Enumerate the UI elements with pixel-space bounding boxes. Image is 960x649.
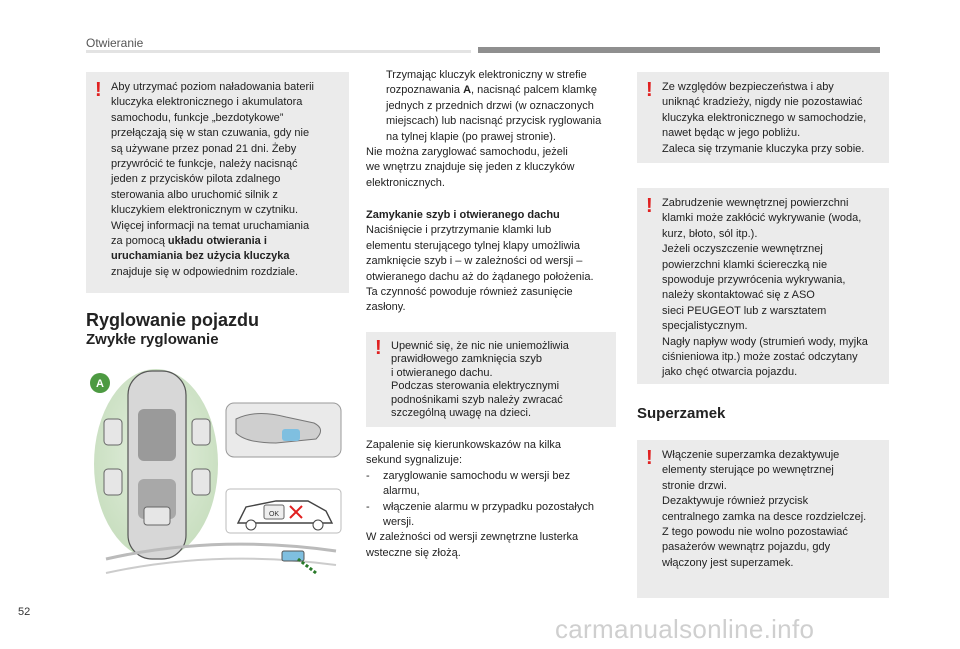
note-line: podnośnikami szyb należy zwracać bbox=[391, 393, 563, 406]
paragraph-line: Zapalenie się kierunkowskazów na kilka bbox=[366, 439, 562, 451]
header-bar bbox=[478, 47, 880, 53]
svg-text:A: A bbox=[96, 378, 104, 390]
paragraph-line: Ta czynność powoduje również zasunięcie bbox=[366, 286, 573, 299]
superlock-heading: Superzamek bbox=[637, 405, 726, 422]
note-line: pasażerów wewnątrz pojazdu, gdy bbox=[662, 541, 831, 554]
note-line: prawidłowego zamknięcia szyb bbox=[391, 353, 543, 366]
note-line: nawet będąc w jego pobliżu. bbox=[662, 127, 801, 140]
note-line: elementy sterujące po wewnętrznej bbox=[662, 464, 834, 477]
bullet-line: jednych z przednich drzwi (w oznaczonych bbox=[386, 99, 594, 112]
svg-text:OK: OK bbox=[268, 511, 280, 518]
arrow-icon bbox=[366, 68, 386, 145]
note-line: Nagły napływ wody (strumień wody, myjka bbox=[662, 335, 868, 348]
car-side-view bbox=[226, 489, 341, 533]
note-line: włączony jest superzamek. bbox=[662, 556, 794, 569]
superlock-note bbox=[637, 440, 889, 598]
note-line: jako chęć otwarcia pojazdu. bbox=[662, 366, 798, 379]
paragraph-line: W zależności od wersji zewnętrzne lusterka bbox=[366, 531, 579, 544]
lock-instruction bbox=[366, 68, 621, 191]
list-item-line: wersji. bbox=[383, 516, 415, 529]
note-line: centralnego zamka na desce rozdzielczej. bbox=[662, 510, 867, 523]
list-item-line: włączenie alarmu w przypadku pozostałych bbox=[383, 500, 594, 513]
note-line: uniknąć kradzieży, nigdy nie pozostawiać bbox=[662, 96, 863, 109]
handle-dirt-note bbox=[637, 188, 889, 384]
header-rule bbox=[86, 50, 471, 53]
dash-marker: - bbox=[366, 500, 370, 513]
window-closing-section bbox=[366, 208, 621, 316]
window-heading: Zamykanie szyb i otwieranego dachu bbox=[366, 209, 560, 221]
note-line: Ze względów bezpieczeństwa i aby bbox=[662, 81, 834, 93]
paragraph-line: elektronicznych. bbox=[366, 176, 445, 189]
note-line: powierzchni klamki ściereczką nie bbox=[662, 258, 828, 271]
note-line: i otwieranego dachu. bbox=[391, 366, 493, 379]
bullet-item: Trzymając kluczyk elektroniczny w strefie rozpoznawania A, nacisnąć palcem klamkę jednych z przednich drzwi (w oznaczonych miejscach) lub nacisnąć przycisk ryglowania na tylnej klapie (po prawej stronie). bbox=[366, 68, 621, 145]
note-line: Podczas sterowania elektrycznymi bbox=[391, 380, 560, 393]
bullet-line: na tylnej klapie (po prawej stronie). bbox=[386, 130, 556, 143]
note-line: stronie drzwi. bbox=[662, 479, 727, 492]
note-line: przełączają się w stan czuwania, gdy nie bbox=[111, 127, 310, 140]
note-line: samochodu, funkcje „bezdotykowe” bbox=[111, 111, 284, 124]
list-item-line: zaryglowanie samochodu w wersji bez bbox=[383, 469, 571, 482]
note-line: Zabrudzenie wewnętrznej powierzchni bbox=[662, 197, 849, 209]
paragraph-line: elementu sterującego tylnej klapy umożliwia bbox=[366, 239, 580, 252]
bullet-line: miejscach) lub nacisnąć przycisk ryglowania bbox=[386, 115, 602, 128]
note-line: Aby utrzymać poziom naładowania baterii bbox=[111, 81, 314, 93]
section-heading: Ryglowanie pojazdu bbox=[86, 310, 260, 330]
door-handle-hand bbox=[226, 403, 341, 457]
note-line: ciśnieniowa itp.) może zostać odczytany bbox=[662, 351, 858, 364]
paragraph-line: zasłony. bbox=[366, 301, 406, 314]
note-line: kluczykiem elektronicznym w czytniku. bbox=[111, 204, 299, 217]
note-line: szczególną uwagę na dzieci. bbox=[391, 407, 532, 420]
note-line: Jeżeli oczyszczenie wewnętrznej bbox=[662, 243, 823, 256]
car-top-view bbox=[94, 369, 218, 559]
paragraph-line: zamknięcie szyb i – w zależności od wersji – bbox=[366, 255, 583, 268]
battery-note: ! Aby utrzymać poziom naładowania baterii kluczyka elektronicznego i akumulatora samochodu, funkcje „bezdotykowe” przełączają się w stan czuwania, gdy nie są używane przez ponad 21 dni. Żeby przywrócić te funkcje, należy nacisnąć jeden z przycisków pilota zdalnego sterowania albo uruchomić silnik z kluczykiem elektronicznym w czytniku. Więcej informacji na temat uruchamiania za pomocą układu otwierania i uruchamiania bez użycia kluczyka znajduje się w odpowiednim rozdziale. bbox=[86, 72, 349, 293]
zone-marker-a bbox=[90, 373, 110, 393]
note-line: spowoduje przywrócenia wykrywania, bbox=[662, 274, 846, 287]
note-line: kurz, błoto, sól itp.). bbox=[662, 227, 758, 240]
list-item bbox=[366, 500, 621, 531]
note-line: kluczyka elektronicznego w samochodzie, bbox=[662, 111, 867, 124]
note-line: sieci PEUGEOT lub z warsztatem bbox=[662, 304, 827, 317]
paragraph-line: Nie można zaryglować samochodu, jeżeli bbox=[366, 146, 568, 159]
subsection-heading: Zwykłe ryglowanie bbox=[86, 331, 219, 348]
note-line: klamki może zakłócić wykrywanie (woda, bbox=[662, 212, 862, 225]
watermark: carmanualsonline.info bbox=[555, 614, 815, 644]
signal-section bbox=[366, 438, 621, 561]
list-item bbox=[366, 469, 621, 500]
note-line: przywrócić te funkcje, należy nacisnąć bbox=[111, 158, 298, 171]
paragraph-line: otwieranego dachu aż do żądanego położenia. bbox=[366, 270, 594, 283]
note-line: należy skontaktować się z ASO bbox=[662, 289, 815, 302]
note-line: Z tego powodu nie wolno pozostawiać bbox=[662, 526, 848, 539]
note-line: Dezaktywuje również przycisk bbox=[662, 495, 809, 508]
note-line: Włączenie superzamka dezaktywuje bbox=[662, 449, 840, 461]
security-note bbox=[637, 72, 889, 163]
paragraph-line: sekund sygnalizuje: bbox=[366, 454, 463, 467]
window-safety-note bbox=[366, 332, 616, 427]
list-item-line: alarmu, bbox=[383, 485, 420, 498]
note-line: są używane przez ponad 21 dni. Żeby bbox=[111, 142, 297, 155]
note-line: Upewnić się, że nic nie uniemożliwia bbox=[391, 340, 569, 352]
warning-icon: ! bbox=[646, 79, 653, 101]
section-title: Otwieranie bbox=[86, 36, 144, 50]
note-line: sterowania albo uruchomić silnik z bbox=[111, 188, 278, 201]
paragraph-line: wsteczne się złożą. bbox=[366, 546, 461, 559]
note-line: Więcej informacji na temat uruchamiania bbox=[111, 219, 310, 232]
warning-icon: ! bbox=[375, 337, 382, 359]
note-line: jeden z przycisków pilota zdalnego bbox=[111, 173, 281, 186]
note-line: kluczyka elektronicznego i akumulatora bbox=[111, 96, 303, 109]
locking-illustration bbox=[86, 359, 351, 595]
warning-icon: ! bbox=[95, 79, 102, 101]
paragraph-line: we wnętrzu znajduje się jeden z kluczyków bbox=[366, 161, 575, 174]
paragraph-line: Naciśnięcie i przytrzymanie klamki lub bbox=[366, 224, 552, 237]
note-line: Zaleca się trzymanie kluczyka przy sobie. bbox=[662, 142, 865, 155]
warning-icon: ! bbox=[646, 447, 653, 469]
note-line: specjalistycznym. bbox=[662, 320, 748, 333]
page-number: 52 bbox=[18, 606, 31, 618]
dash-marker: - bbox=[366, 469, 370, 482]
warning-icon: ! bbox=[646, 195, 653, 217]
